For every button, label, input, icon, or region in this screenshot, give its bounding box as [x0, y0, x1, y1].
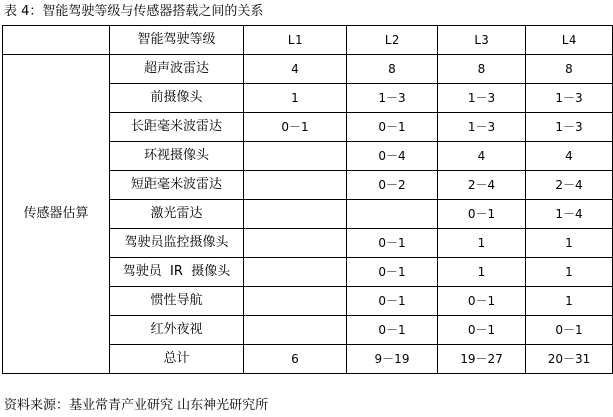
value-cell: 1－3: [438, 84, 526, 113]
value-cell: 0－1: [347, 258, 438, 287]
value-cell: 0－1: [347, 316, 438, 345]
level-header-label: 智能驾驶等级: [110, 26, 244, 55]
sensor-label: 激光雷达: [110, 200, 244, 229]
sensor-label: 长距毫米波雷达: [110, 113, 244, 142]
value-cell: 1－4: [526, 200, 613, 229]
header-row: [3, 26, 613, 55]
level-header-l1: L1: [244, 26, 347, 55]
sensor-label: 总计: [110, 345, 244, 374]
sensor-label: 驾驶员监控摄像头: [110, 229, 244, 258]
value-cell: [244, 200, 347, 229]
sensor-label: 超声波雷达: [110, 55, 244, 84]
value-cell: 8: [347, 55, 438, 84]
value-cell: 9－19: [347, 345, 438, 374]
value-cell: 0－1: [526, 316, 613, 345]
value-cell: 0－1: [347, 113, 438, 142]
level-header-l4: L4: [526, 26, 613, 55]
value-cell: 0－1: [244, 113, 347, 142]
value-cell: 1: [438, 229, 526, 258]
value-cell: [244, 142, 347, 171]
value-cell: 0－1: [347, 229, 438, 258]
sensor-label: 惯性导航: [110, 287, 244, 316]
category-label: 传感器估算: [3, 55, 110, 374]
value-cell: 1: [526, 258, 613, 287]
level-header-l2: L2: [347, 26, 438, 55]
value-cell: 1－3: [526, 113, 613, 142]
value-cell: 1－3: [438, 113, 526, 142]
value-cell: 1: [526, 229, 613, 258]
value-cell: 4: [438, 142, 526, 171]
value-cell: [244, 229, 347, 258]
value-cell: 4: [526, 142, 613, 171]
corner-cell: [3, 26, 110, 55]
value-cell: 1: [438, 258, 526, 287]
value-cell: 1: [244, 84, 347, 113]
value-cell: 0－1: [347, 287, 438, 316]
table-caption: 表 4：智能驾驶等级与传感器搭载之间的关系: [4, 4, 264, 19]
value-cell: 1: [526, 287, 613, 316]
value-cell: 2－4: [438, 171, 526, 200]
value-cell: 0－1: [438, 200, 526, 229]
value-cell: 0－1: [438, 287, 526, 316]
value-cell: 19－27: [438, 345, 526, 374]
value-cell: 0－1: [438, 316, 526, 345]
sensor-label: 前摄像头: [110, 84, 244, 113]
sensor-table: [2, 25, 613, 374]
value-cell: 1－3: [347, 84, 438, 113]
value-cell: 4: [244, 55, 347, 84]
sensor-label: 短距毫米波雷达: [110, 171, 244, 200]
value-cell: 1－3: [526, 84, 613, 113]
value-cell: [347, 200, 438, 229]
value-cell: [244, 171, 347, 200]
value-cell: 0－2: [347, 171, 438, 200]
value-cell: 0－4: [347, 142, 438, 171]
value-cell: 8: [438, 55, 526, 84]
value-cell: [244, 316, 347, 345]
level-header-l3: L3: [438, 26, 526, 55]
sensor-label: 红外夜视: [110, 316, 244, 345]
value-cell: [244, 287, 347, 316]
value-cell: 8: [526, 55, 613, 84]
sensor-label: 驾驶员 IR 摄像头: [110, 258, 244, 287]
value-cell: [244, 258, 347, 287]
value-cell: 20－31: [526, 345, 613, 374]
value-cell: 6: [244, 345, 347, 374]
value-cell: 2－4: [526, 171, 613, 200]
table-row: [3, 55, 613, 84]
source-note: 资料来源：基业常青产业研究 山东神光研究所: [4, 398, 269, 413]
sensor-label: 环视摄像头: [110, 142, 244, 171]
